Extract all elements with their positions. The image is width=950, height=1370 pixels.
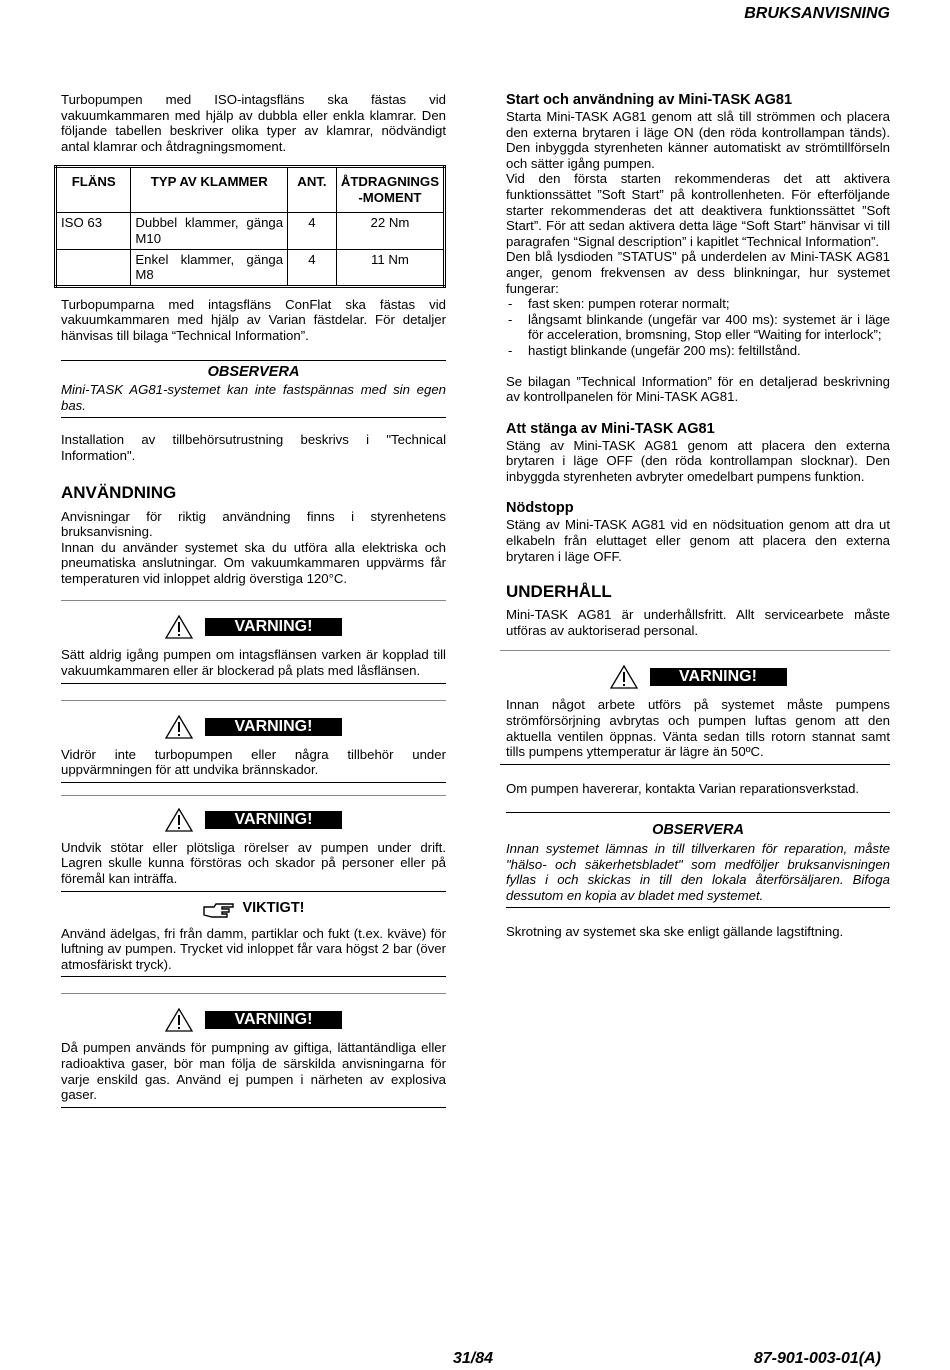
status-list xyxy=(506,296,890,358)
haveri-paragraph: Om pumpen havererar, kontakta Varian reparationsverkstad. xyxy=(506,780,860,796)
note-title: OBSERVERA xyxy=(652,822,744,839)
warning-text: Sätt aldrig igång pumpen om intagsflänsen varken är kopplad till vakuumkammaren eller är blockerad på plats med låsflänsen. xyxy=(61,647,446,679)
anv-paragraph-1: Anvisningar för riktig användning finns i styrenhetens bruksanvisning. xyxy=(61,508,446,540)
page-number: 31/84 xyxy=(453,1350,494,1367)
anv-paragraph-2: Innan du använder systemet ska du utföra alla elektriska och pneumatiska anslutningar. Om vakuumkammaren uppvärms får temperaturen vid inloppet aldrig överstiga 120°C. xyxy=(61,539,446,586)
warning-header xyxy=(61,800,446,840)
warning-text: Innan något arbete utförs på systemet måste pumpens strömförsörjning avbrytas och pumpen luftas genom att den aktuella ventilen öppnas. Vänta sedan tills rotorn stannat samt tills pumpens yttemperatur är lägre än 50ºC. xyxy=(506,697,890,760)
bilaga-paragraph: Se bilagan ”Technical Information” för en detaljerad beskrivning av kontrollpanelen för Mini-TASK AG81. xyxy=(506,373,890,405)
warning-label: VARNING! xyxy=(650,668,787,686)
warning-triangle-icon xyxy=(165,1008,193,1032)
nodstopp-paragraph: Stäng av Mini-TASK AG81 vid en nödsituation genom att dra ut elkabeln från eluttaget eller genom att placera den externa brytaren i läge OFF. xyxy=(506,517,890,564)
stop-paragraph: Stäng av Mini-TASK AG81 genom att placera den externa brytaren i läge OFF (den röda kontrollampan slocknar). Den inbyggda styrenheten avbryter omedelbart pumpens funktion. xyxy=(506,437,890,484)
underhall-paragraph: Mini-TASK AG81 är underhållsfritt. Allt servicearbete måste utföras av auktoriserad personal. xyxy=(506,607,890,638)
warning-header xyxy=(506,657,890,697)
table-cell: 11 Nm xyxy=(336,249,444,286)
note-text: Mini-TASK AG81-systemet kan inte fastspännas med sin egen bas. xyxy=(61,382,446,413)
table-header-row xyxy=(56,167,445,213)
warning-box xyxy=(500,650,890,764)
table-cell: Dubbel klammer, gänga M10 xyxy=(131,213,288,249)
note-title: OBSERVERA xyxy=(207,363,300,380)
table-header: ÅTDRAGNINGS -MOMENT xyxy=(336,167,444,213)
intro-paragraph: Turbopumpen med ISO-intagsfläns ska fästas vid vakuumkammaren med hjälp av dubbla eller enkla klamrar. Den följande tabellen beskriver olika typer av klamrar, nödvändigt antal klamrar och åtdragningsmoment. xyxy=(61,92,446,154)
table-cell: 4 xyxy=(288,249,337,286)
list-item: - fast sken: pumpen roterar normalt; xyxy=(506,296,890,312)
warning-triangle-icon xyxy=(165,715,193,739)
list-item: - hastigt blinkande (ungefär 200 ms): feltillstånd. xyxy=(506,343,890,359)
conflat-paragraph: Turbopumparna med intagsfläns ConFlat ska fästas vid vakuumkammaren med hjälp av Varian fästdelar. För detaljer hänvisas till bilaga “Technical Information”. xyxy=(61,296,446,343)
table-row xyxy=(56,213,445,249)
warning-text: Undvik stötar eller plötsliga rörelser av pumpen under drift. Lagren skulle kunna förstöras och skador på personer eller på föremål kan inträffa. xyxy=(61,839,446,887)
table-header: FLÄNS xyxy=(56,167,131,213)
list-item: - långsamt blinkande (ungefär var 400 ms): systemet är i läge för acceleration, bromsning, Stop eller “Waiting for interlock”; xyxy=(506,312,890,343)
important-header xyxy=(61,892,446,926)
table-cell: Enkel klammer, gänga M8 xyxy=(131,249,288,286)
table-cell: ISO 63 xyxy=(56,213,131,249)
section-heading-start: Start och användning av Mini-TASK AG81 xyxy=(506,92,793,108)
warning-header xyxy=(61,1000,446,1040)
left-column xyxy=(61,92,446,1108)
warning-label: VARNING! xyxy=(205,811,342,829)
start-paragraph-3: Den blå lysdioden ”STATUS” på underdelen av Mini-TASK AG81 anger, genom frekvensen av dess blinkningar, hur systemet fungerar: xyxy=(506,249,890,296)
warning-label: VARNING! xyxy=(205,618,342,636)
section-heading-nodstopp: Nödstopp xyxy=(506,500,574,517)
note-box xyxy=(61,360,446,419)
warning-box xyxy=(61,795,446,892)
warning-header xyxy=(61,607,446,647)
warning-triangle-icon xyxy=(165,808,193,832)
important-text: Använd ädelgas, fri från damm, partiklar och fukt (t.ex. kväve) för luftning av pumpen. Trycket vid inloppet får vara högst 2 bar (över atmosfäriskt tryck). xyxy=(61,925,446,972)
table-cell xyxy=(56,249,131,286)
start-paragraph-2: Vid den första starten rekommenderas det att aktivera funktionssättet ”Soft Start” på kontrollenheten. För efterföljande starter rekommenderas det att deaktivera funktionssättet ”Soft Start”. För att sedan aktivera detta läge “Soft Start” hänvisar vi till paragrafen “Signal description” i kapitlet “Technical Information”. xyxy=(506,171,890,249)
start-paragraph-1: Starta Mini-TASK AG81 genom att slå till strömmen och placera den externa brytaren i läge ON (den röda kontrollampan tänds). Den inbyggda styrenheten känner automatiskt av strömtillförseln och sätter igång pumpen. xyxy=(506,109,890,171)
skrot-paragraph: Skrotning av systemet ska ske enligt gällande lagstiftning. xyxy=(506,924,844,940)
install-paragraph: Installation av tillbehörsutrustning beskrivs i "Technical Information". xyxy=(61,432,446,463)
warning-triangle-icon xyxy=(610,665,638,689)
pointing-hand-icon xyxy=(202,898,236,920)
section-heading-stop: Att stänga av Mini-TASK AG81 xyxy=(506,420,715,437)
section-heading-anvandning: ANVÄNDNING xyxy=(61,482,177,502)
table-cell: 22 Nm xyxy=(336,213,444,249)
section-heading-underhall: UNDERHÅLL xyxy=(506,582,612,602)
note-box xyxy=(506,812,890,908)
warning-triangle-icon xyxy=(165,615,193,639)
warning-box xyxy=(61,700,446,783)
table-header: TYP AV KLAMMER xyxy=(131,167,288,213)
warning-text: Då pumpen används för pumpning av giftiga, lättantändliga eller radioaktiva gaser, bör man följa de särskilda anvisningarna för varje enskild gas. Använd ej pumpen i närheten av explosiva gaser. xyxy=(61,1040,446,1103)
warning-label: VARNING! xyxy=(205,1011,342,1029)
table-row xyxy=(56,249,445,286)
right-column xyxy=(506,92,890,940)
warning-box xyxy=(61,600,446,683)
note-text: Innan systemet lämnas in till tillverkaren för reparation, måste "hälso- och säkerhetsbladet" som medföljer bruksanvisningen fyllas i och skickas in till den lokala återförsäljaren. Bifoga dessutom en kopia av bladet med systemet. xyxy=(506,841,890,903)
header-title: BRUKSANVISNING xyxy=(744,5,890,22)
important-label: VIKTIGT! xyxy=(242,899,305,916)
table-header: ANT. xyxy=(288,167,337,213)
document-number: 87-901-003-01(A) xyxy=(753,1350,881,1367)
warning-text: Vidrör inte turbopumpen eller några tillbehör under uppvärmningen för att undvika brännskador. xyxy=(61,746,446,778)
warning-header xyxy=(61,707,446,747)
warning-label: VARNING! xyxy=(205,718,342,736)
warning-box xyxy=(61,993,446,1107)
table-cell: 4 xyxy=(288,213,337,249)
clamp-table xyxy=(54,165,446,287)
important-box xyxy=(61,892,446,978)
